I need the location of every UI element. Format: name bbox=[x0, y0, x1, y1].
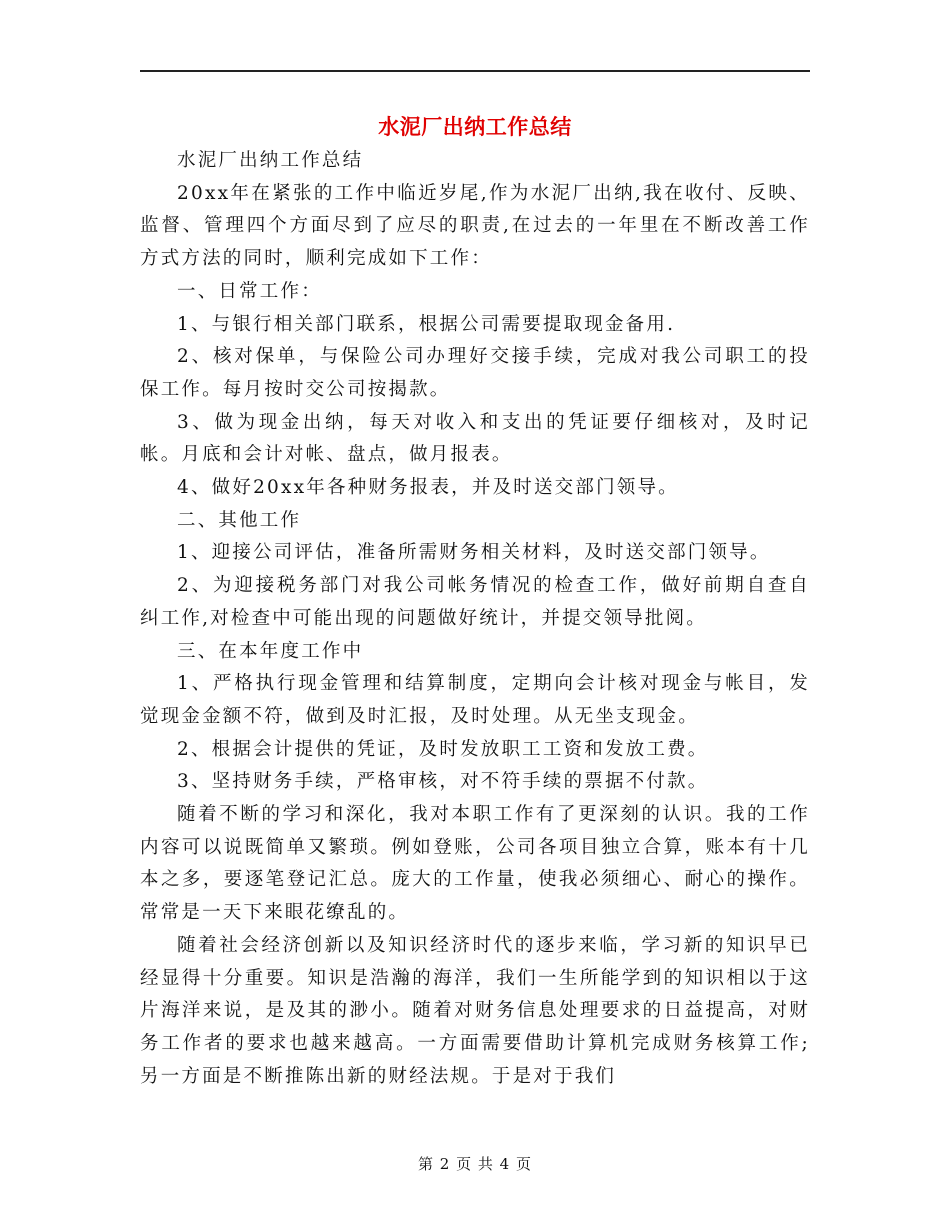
list-item-daily-4: 4、做好20xx年各种财务报表，并及时送交部门领导。 bbox=[177, 477, 679, 499]
paragraph-reflection: 随着不断的学习和深化，我对本职工作有了更深刻的认识。我的工作内容可以说既简单又繁琐。例如登账，公司各项目独立合算，账本有十几本之多，要逐笔登记汇总。庞大的工作量，使我必须细心、耐心的操作。常常是一天下来眼花缭乱的。 bbox=[140, 804, 810, 924]
section-heading-other-work: 二、其他工作 bbox=[177, 509, 302, 531]
paragraph-learning: 随着社会经济创新以及知识经济时代的逐步来临，学习新的知识早已经显得十分重要。知识是浩瀚的海洋，我们一生所能学到的知识相以于这片海洋来说，是及其的渺小。随着对财务信息处理要求的日益提高，对财务工作者的要求也越来越高。一方面需要借助计算机完成财务核算工作;另一方面是不断推陈出新的财经法规。于是对于我们 bbox=[140, 934, 810, 1087]
list-item-daily-2: 2、核对保单，与保险公司办理好交接手续，完成对我公司职工的投保工作。每月按时交公司按揭款。 bbox=[140, 346, 810, 400]
list-item-annual-2: 2、根据会计提供的凭证，及时发放职工工资和发放工费。 bbox=[177, 738, 709, 760]
list-item-daily-3: 3、做为现金出纳，每天对收入和支出的凭证要仔细核对，及时记帐。月底和会计对帐、盘点，做月报表。 bbox=[140, 411, 810, 466]
list-item-other-2: 2、为迎接税务部门对我公司帐务情况的检查工作，做好前期自查自纠工作,对检查中可能出现的问题做好统计，并提交领导批阅。 bbox=[140, 575, 810, 629]
section-heading-annual-work: 三、在本年度工作中 bbox=[177, 640, 364, 662]
document-body bbox=[140, 145, 810, 1093]
header-rule bbox=[140, 70, 810, 72]
paragraph-subtitle: 水泥厂出纳工作总结 bbox=[177, 150, 364, 171]
list-item-annual-1: 1、严格执行现金管理和结算制度，定期向会计核对现金与帐目，发觉现金金额不符，做到及时汇报，及时处理。从无坐支现金。 bbox=[140, 673, 810, 727]
section-heading-daily-work: 一、日常工作： bbox=[177, 280, 322, 302]
document-title: 水泥厂出纳工作总结 bbox=[378, 115, 572, 139]
page-number-footer: 第 2 页 共 4 页 bbox=[418, 1155, 532, 1173]
list-item-other-1: 1、迎接公司评估，准备所需财务相关材料，及时送交部门领导。 bbox=[177, 542, 771, 564]
list-item-daily-1: 1、与银行相关部门联系，根据公司需要提取现金备用. bbox=[177, 313, 676, 335]
list-item-annual-3: 3、坚持财务手续，严格审核，对不符手续的票据不付款。 bbox=[177, 771, 709, 793]
paragraph-intro: 20xx年在紧张的工作中临近岁尾,作为水泥厂出纳,我在收付、反映、监督、管理四个方面尽到了应尽的职责,在过去的一年里在不断改善工作方式方法的同时，顺利完成如下工作： bbox=[140, 182, 810, 270]
